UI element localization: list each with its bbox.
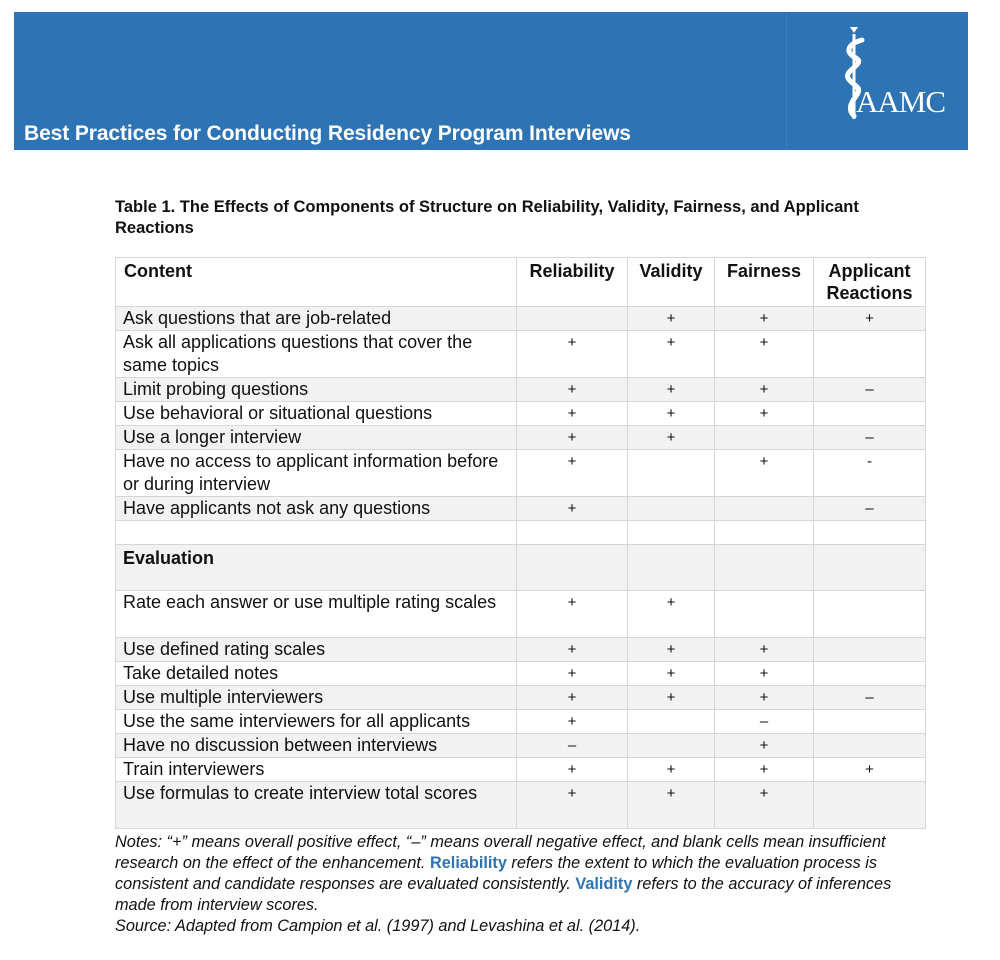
- aamc-logo-text: AAMC: [856, 84, 946, 119]
- effect-cell: [628, 497, 715, 521]
- effect-cell: +: [715, 686, 814, 710]
- effect-cell: [517, 307, 628, 331]
- effect-cell: +: [715, 450, 814, 497]
- effect-cell: +: [715, 331, 814, 378]
- effect-cell: [814, 331, 926, 378]
- notes-source: Source: Adapted from Campion et al. (1997) and Levashina et al. (2014).: [115, 917, 641, 935]
- effect-cell: –: [715, 710, 814, 734]
- effect-cell: [715, 545, 814, 591]
- effect-cell: +: [517, 378, 628, 402]
- section-label: Evaluation: [116, 545, 517, 591]
- table-row: [116, 734, 926, 758]
- row-label: Ask questions that are job-related: [116, 307, 517, 331]
- notes-term-reliability: Reliability: [429, 854, 507, 872]
- row-label: Use formulas to create interview total scores: [116, 782, 517, 829]
- table-row: [116, 521, 926, 545]
- notes-text-1: Notes: “+” means overall positive effect, “–” means overall negative effect, and blank cells mean insufficient research on the effect of the enhancement.: [115, 833, 886, 872]
- row-label: Rate each answer or use multiple rating scales: [116, 591, 517, 638]
- notes-text-2: refers the extent to which the evaluation process is consistent and candidate responses are evaluated consistently.: [115, 854, 878, 893]
- table-row: [116, 686, 926, 710]
- row-label: Use defined rating scales: [116, 638, 517, 662]
- effect-cell: [517, 545, 628, 591]
- effect-cell: –: [517, 734, 628, 758]
- effect-cell: +: [814, 307, 926, 331]
- effect-cell: [814, 710, 926, 734]
- table-row: [116, 402, 926, 426]
- row-label: Have no access to applicant information before or during interview: [116, 450, 517, 497]
- table-notes: [115, 832, 915, 937]
- effect-cell: [715, 521, 814, 545]
- effect-cell: +: [628, 686, 715, 710]
- effect-cell: –: [814, 426, 926, 450]
- effect-cell: +: [715, 378, 814, 402]
- effect-cell: +: [715, 662, 814, 686]
- table-row: [116, 591, 926, 638]
- row-label: Have no discussion between interviews: [116, 734, 517, 758]
- table-title: Table 1. The Effects of Components of Structure on Reliability, Validity, Fairness, and Applicant Reactions: [115, 198, 859, 237]
- effect-cell: +: [715, 307, 814, 331]
- effect-cell: +: [517, 402, 628, 426]
- effect-cell: +: [628, 402, 715, 426]
- table-row: [116, 497, 926, 521]
- table-row: [116, 331, 926, 378]
- banner-divider: [786, 12, 787, 150]
- effect-cell: [628, 734, 715, 758]
- effect-cell: –: [814, 686, 926, 710]
- table-row: [116, 378, 926, 402]
- effect-cell: -: [814, 450, 926, 497]
- row-label: Train interviewers: [116, 758, 517, 782]
- effect-cell: [628, 450, 715, 497]
- effect-cell: [628, 710, 715, 734]
- effect-cell: +: [628, 378, 715, 402]
- effect-cell: +: [517, 591, 628, 638]
- column-header-validity: Validity: [628, 258, 715, 307]
- column-header-content: Content: [116, 258, 517, 307]
- effect-cell: [628, 545, 715, 591]
- effect-cell: +: [628, 662, 715, 686]
- document-title: Best Practices for Conducting Residency Program Interviews: [24, 122, 631, 145]
- effect-cell: +: [628, 758, 715, 782]
- effect-cell: +: [517, 426, 628, 450]
- effect-cell: [715, 426, 814, 450]
- row-label: Ask all applications questions that cover the same topics: [116, 331, 517, 378]
- table-row: [116, 782, 926, 829]
- effect-cell: –: [814, 378, 926, 402]
- column-header-reliability: Reliability: [517, 258, 628, 307]
- table-row: [116, 426, 926, 450]
- notes-term-validity: Validity: [575, 875, 633, 893]
- effect-cell: +: [517, 331, 628, 378]
- section-row: [116, 545, 926, 591]
- effect-cell: [814, 662, 926, 686]
- effect-cell: [628, 521, 715, 545]
- effect-cell: +: [715, 402, 814, 426]
- table-row: [116, 662, 926, 686]
- effect-cell: +: [628, 638, 715, 662]
- effect-cell: [814, 402, 926, 426]
- effect-cell: +: [628, 426, 715, 450]
- effect-cell: [814, 591, 926, 638]
- row-label: Use a longer interview: [116, 426, 517, 450]
- row-label: Use behavioral or situational questions: [116, 402, 517, 426]
- table-row: [116, 638, 926, 662]
- effect-cell: +: [517, 758, 628, 782]
- effects-table: [115, 257, 926, 829]
- table-row: [116, 758, 926, 782]
- effect-cell: +: [517, 782, 628, 829]
- table-row: [116, 307, 926, 331]
- effect-cell: +: [517, 662, 628, 686]
- effect-cell: +: [715, 782, 814, 829]
- row-label: Use the same interviewers for all applicants: [116, 710, 517, 734]
- row-label: Use multiple interviewers: [116, 686, 517, 710]
- effect-cell: [715, 497, 814, 521]
- table-header-row: [116, 258, 926, 307]
- column-header-applicant-reactions: Applicant Reactions: [814, 258, 926, 307]
- effect-cell: [814, 734, 926, 758]
- table-row: [116, 450, 926, 497]
- notes-text-3: refers to the accuracy of inferences made from interview scores.: [115, 875, 892, 914]
- effect-cell: [814, 638, 926, 662]
- column-header-fairness: Fairness: [715, 258, 814, 307]
- effect-cell: [715, 591, 814, 638]
- effect-cell: [814, 545, 926, 591]
- effect-cell: +: [628, 307, 715, 331]
- row-label: Have applicants not ask any questions: [116, 497, 517, 521]
- effect-cell: +: [517, 710, 628, 734]
- effect-cell: +: [628, 782, 715, 829]
- effect-cell: –: [814, 497, 926, 521]
- effect-cell: +: [715, 758, 814, 782]
- row-label: Limit probing questions: [116, 378, 517, 402]
- effect-cell: +: [715, 734, 814, 758]
- row-label: Take detailed notes: [116, 662, 517, 686]
- effect-cell: +: [628, 331, 715, 378]
- effect-cell: +: [517, 638, 628, 662]
- effect-cell: +: [814, 758, 926, 782]
- effect-cell: [814, 521, 926, 545]
- table-body: [116, 307, 926, 829]
- effect-cell: +: [715, 638, 814, 662]
- effect-cell: [814, 782, 926, 829]
- effect-cell: +: [517, 450, 628, 497]
- row-label: [116, 521, 517, 545]
- table-row: [116, 710, 926, 734]
- effect-cell: +: [517, 497, 628, 521]
- effect-cell: [517, 521, 628, 545]
- effect-cell: +: [517, 686, 628, 710]
- effect-cell: +: [628, 591, 715, 638]
- header-banner: [14, 12, 968, 150]
